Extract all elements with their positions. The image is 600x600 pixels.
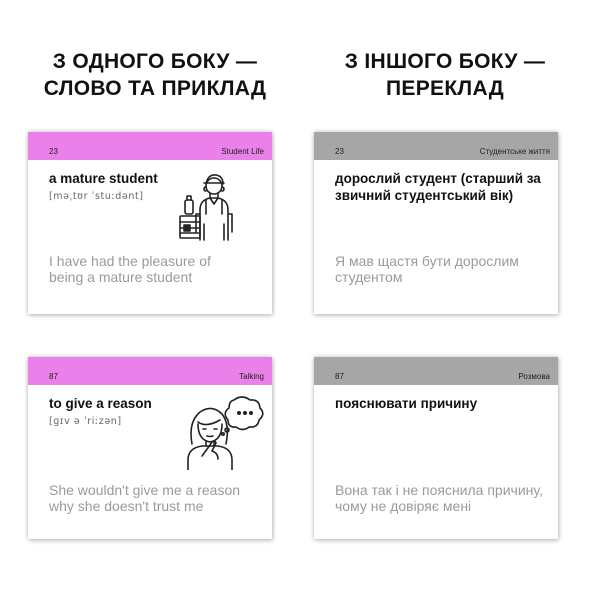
example-line-2: чому не довіряє мені [335,498,472,514]
back-heading-line-2: ПЕРЕКЛАД [386,77,504,100]
example-line-1: I have had the pleasure of [49,253,211,269]
flashcard-front-mature-student[interactable] [28,132,272,314]
example-line-1: She wouldn't give me a reason [49,482,241,498]
card-example [49,253,264,285]
card-topic: Student Life [221,147,264,156]
card-header-band [314,132,558,160]
card-translation: дорослий студент (старший за звичний студентський вік) [335,171,541,203]
card-example [49,482,264,514]
card-transcription: [ɡɪv ə ˈriːzən] [49,416,122,427]
card-example-translation [335,482,550,514]
card-number: 87 [49,372,58,381]
card-word: a mature student [49,171,158,186]
thinking-woman-icon [184,394,264,470]
card-number: 23 [335,147,344,156]
example-line-2: being a mature student [49,269,193,285]
card-translation: пояснювати причину [335,396,478,411]
back-heading-line-1: З ІНШОГО БОКУ — [344,50,546,73]
card-topic: Розмова [518,372,550,381]
example-line-2: студентом [335,269,403,285]
front-heading-line-2: СЛОВО ТА ПРИКЛАД [43,77,267,100]
card-header-band [314,357,558,385]
card-example-translation [335,253,550,285]
card-header-band [28,132,272,160]
front-side-heading [10,48,300,102]
front-heading-line-1: З ОДНОГО БОКУ — [52,50,258,73]
card-topic: Talking [239,372,264,381]
card-number: 23 [49,147,58,156]
flashcard-back-give-reason[interactable] [314,357,558,539]
card-topic: Студентське життя [479,147,550,156]
card-number: 87 [335,372,344,381]
student-with-backpack-icon [176,170,246,242]
example-line-1: Я мав щастя бути дорослим [335,253,519,269]
example-line-2: why she doesn't trust me [49,498,204,514]
card-transcription: [məˌtʊr ˈstuːdənt] [49,191,144,202]
example-line-1: Вона так і не пояснила причину, [335,482,543,498]
flashcard-back-mature-student[interactable] [314,132,558,314]
flashcard-front-give-reason[interactable] [28,357,272,539]
card-word: to give a reason [49,396,152,411]
back-side-heading [300,48,590,102]
card-header-band [28,357,272,385]
